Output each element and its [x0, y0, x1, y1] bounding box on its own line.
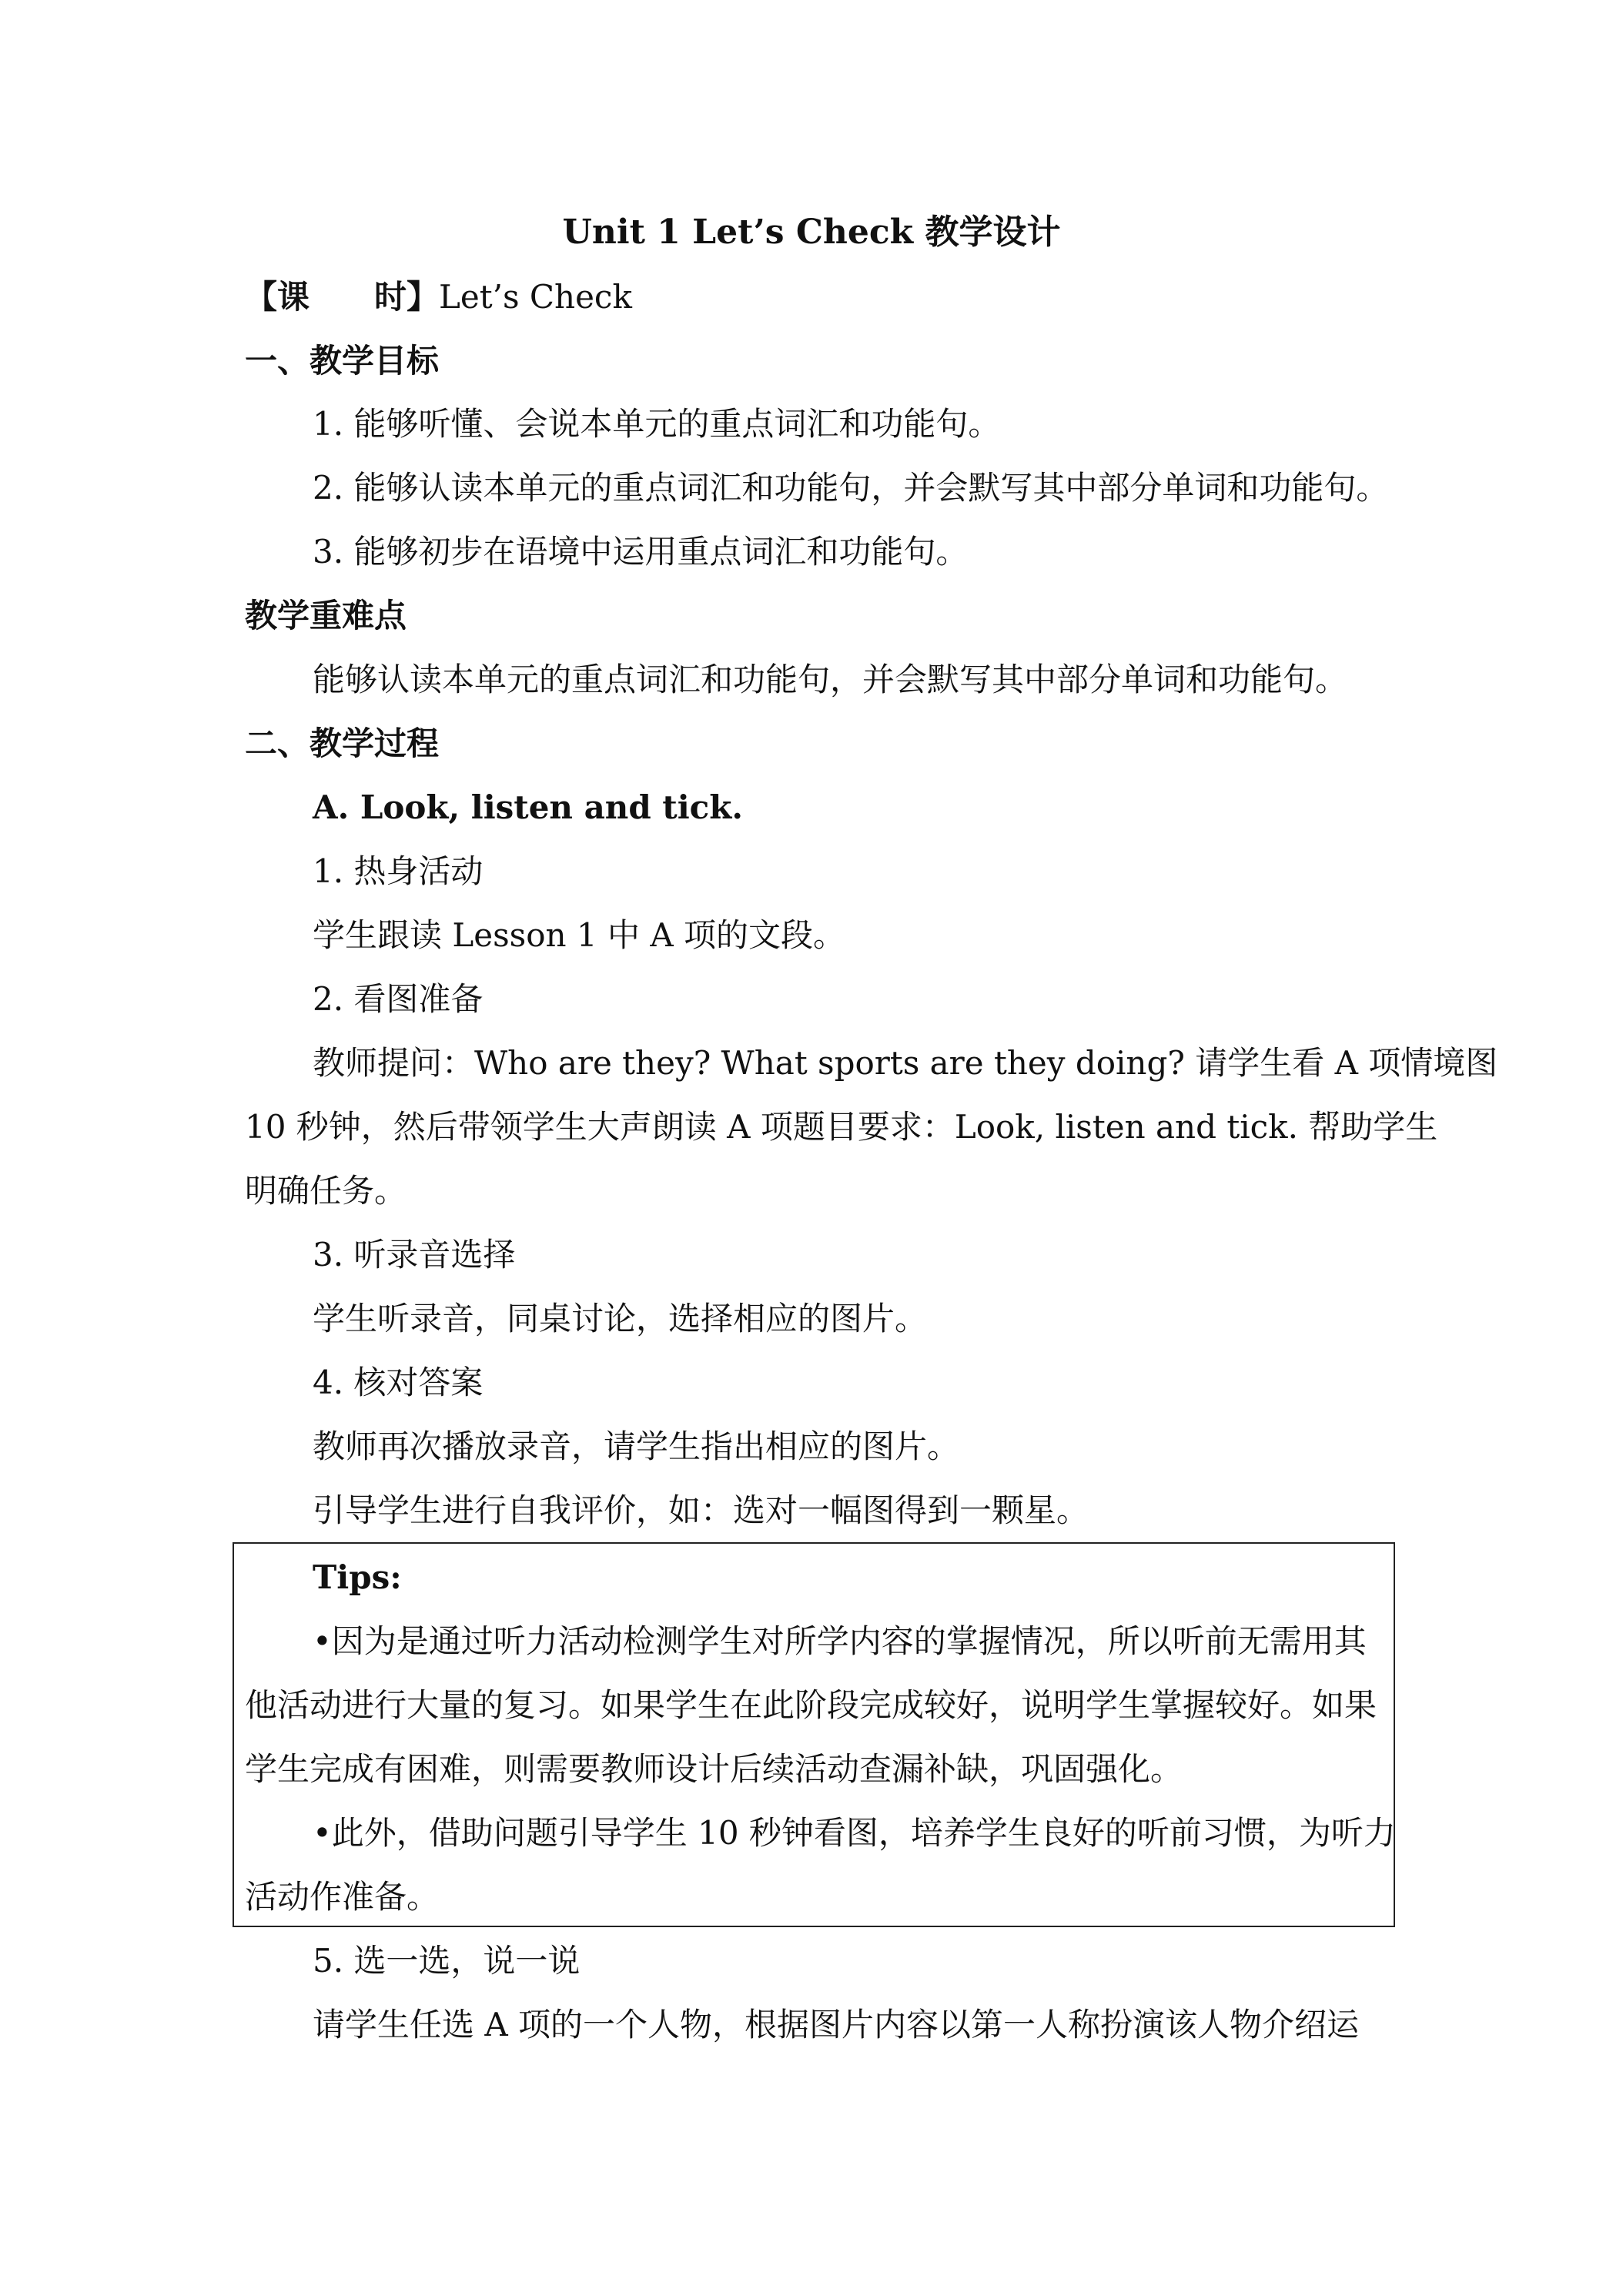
step2-line-3: 明确任务。 [245, 1172, 407, 1210]
key-points-text: 能够认读本单元的重点词汇和功能句，并会默写其中部分单词和功能句。 [313, 661, 1348, 698]
objective-3: 3. 能够初步在语境中运用重点词汇和功能句。 [313, 533, 969, 571]
key-points-heading: 教学重难点 [245, 597, 407, 634]
tips-line-1: •因为是通过听力活动检测学生对所学内容的掌握情况，所以听前无需用其 [313, 1622, 1367, 1660]
step2-line-2: 10 秒钟，然后带领学生大声朗读 A 项题目要求：Look, listen and tick. 帮助学生 [245, 1108, 1438, 1146]
step2-title: 2. 看图准备 [313, 980, 484, 1018]
section1-heading: 一、教学目标 [245, 342, 440, 380]
step4-line-1: 教师再次播放录音，请学生指出相应的图片。 [313, 1427, 960, 1465]
objective-2: 2. 能够认读本单元的重点词汇和功能句，并会默写其中部分单词和功能句。 [313, 469, 1389, 507]
step5-title: 5. 选一选，说一说 [313, 1942, 581, 1980]
step3-text: 学生听录音，同桌讨论，选择相应的图片。 [313, 1300, 928, 1337]
step2-line-1: 教师提问：Who are they? What sports are they doing? 请学生看 A 项情境图 [313, 1044, 1498, 1082]
lesson-value: Let’s Check [439, 278, 632, 316]
tips-line-3: 学生完成有困难，则需要教师设计后续活动查漏补缺，巩固强化。 [245, 1750, 1183, 1788]
step3-title: 3. 听录音选择 [313, 1236, 516, 1274]
step1-text: 学生跟读 Lesson 1 中 A 项的文段。 [313, 916, 845, 954]
step4-title: 4. 核对答案 [313, 1364, 484, 1401]
section2-heading: 二、教学过程 [245, 725, 440, 762]
tips-line-5: 活动作准备。 [245, 1878, 440, 1916]
tips-heading: Tips: [313, 1558, 402, 1596]
tips-box [233, 1542, 1395, 1927]
step1-title: 1. 热身活动 [313, 852, 484, 890]
objective-1: 1. 能够听懂、会说本单元的重点词汇和功能句。 [313, 405, 1001, 443]
lesson-line [245, 276, 632, 319]
document-title: Unit 1 Let’s Check 教学设计 [562, 213, 1061, 252]
part-a-heading: A. Look, listen and tick. [313, 788, 743, 826]
step5-text: 请学生任选 A 项的一个人物，根据图片内容以第一人称扮演该人物介绍运 [313, 2006, 1360, 2043]
tips-line-2: 他活动进行大量的复习。如果学生在此阶段完成较好，说明学生掌握较好。如果 [245, 1686, 1377, 1724]
tips-line-4: •此外，借助问题引导学生 10 秒钟看图，培养学生良好的听前习惯，为听力 [313, 1814, 1396, 1852]
step4-line-2: 引导学生进行自我评价，如：选对一幅图得到一颗星。 [313, 1491, 1089, 1529]
lesson-label: 【课 时】 [245, 278, 440, 316]
